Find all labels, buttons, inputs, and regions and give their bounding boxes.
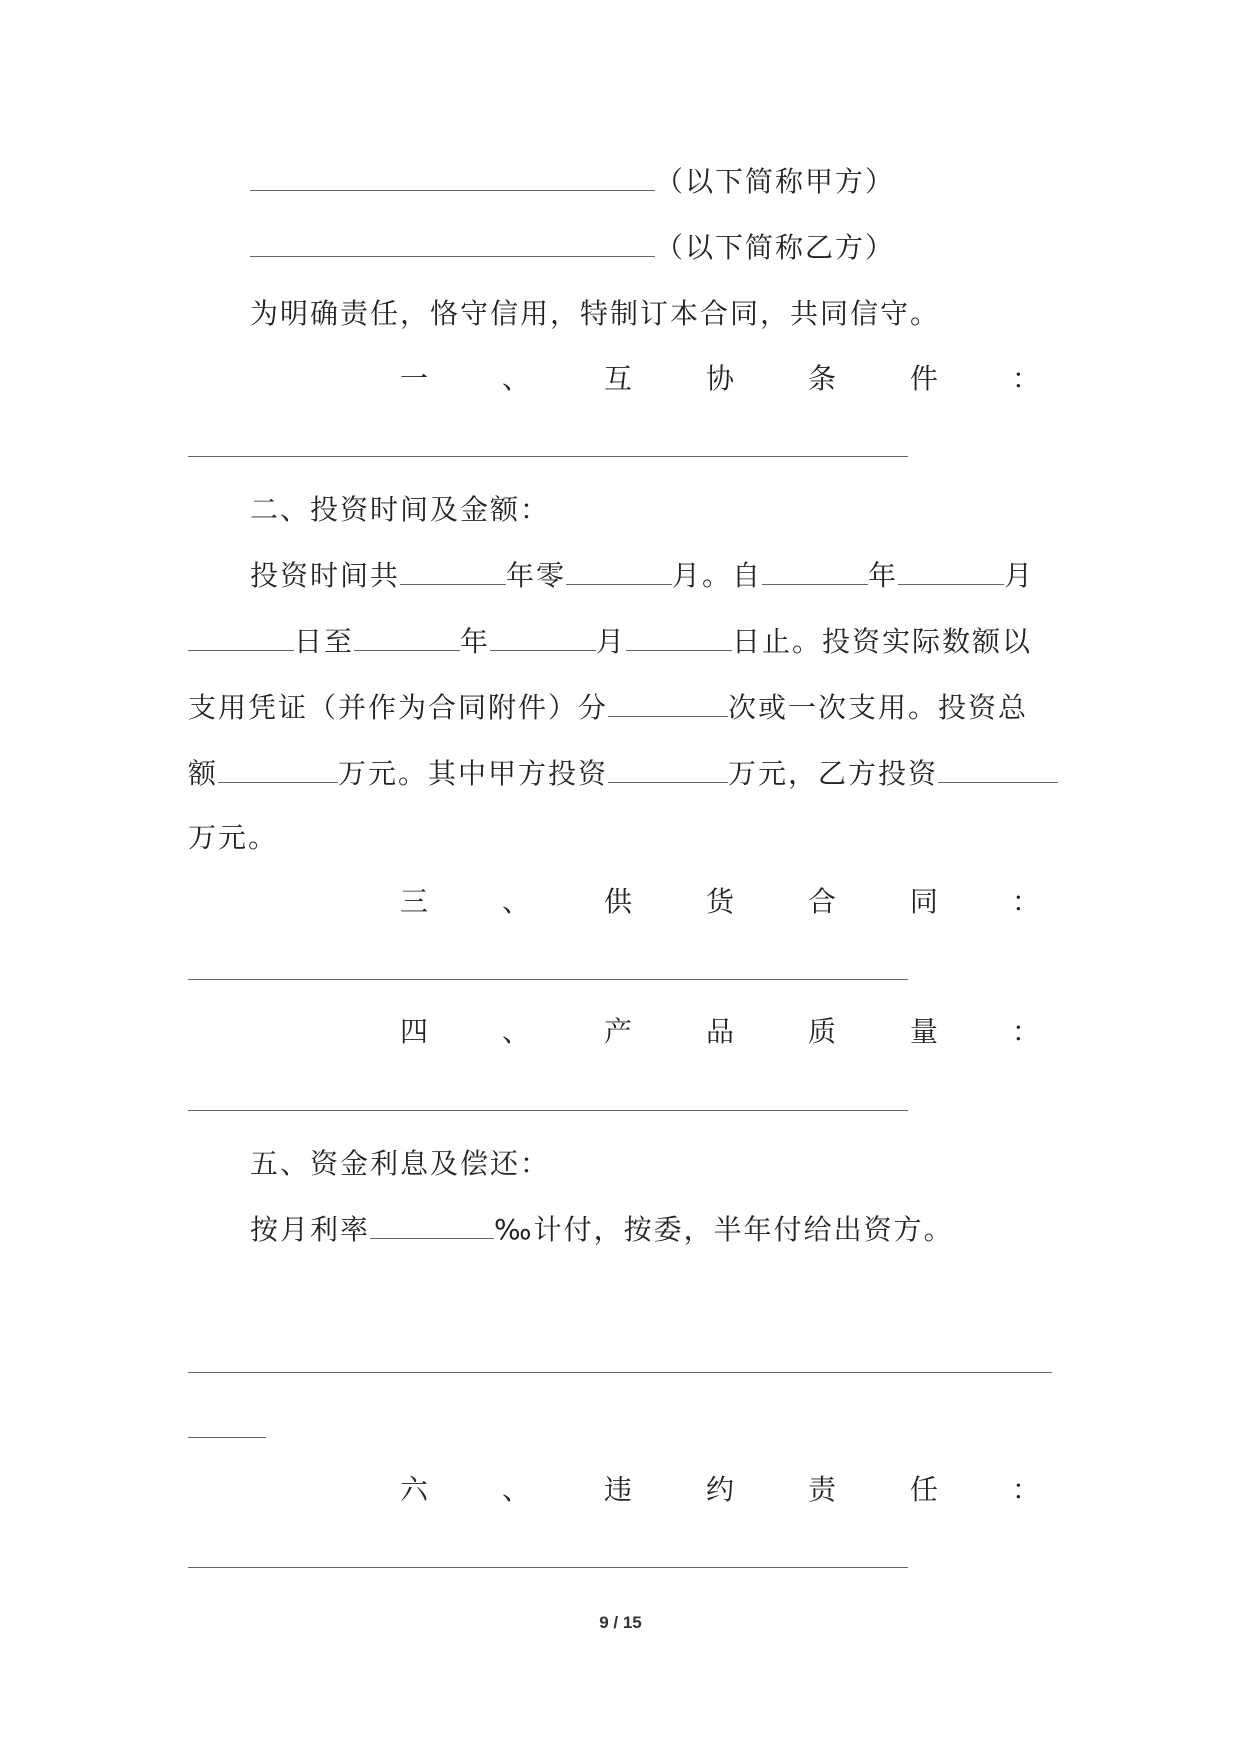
heading-char: 一 (400, 362, 429, 395)
start-year-blank[interactable] (762, 558, 868, 585)
heading-char: 产 (603, 1015, 632, 1048)
section-5-blank-line-2[interactable] (188, 1437, 266, 1438)
section-1-blank[interactable] (188, 456, 908, 457)
s2-text: 日至 (294, 625, 355, 658)
heading-char: 互 (603, 362, 632, 395)
years-blank[interactable] (400, 558, 506, 585)
start-month-blank[interactable] (898, 558, 1004, 585)
heading-char: 六 (400, 1473, 429, 1506)
party-b-suffix: （以下简称乙方） (655, 231, 896, 264)
s2-text: 月。自 (672, 559, 763, 592)
section-4-heading (400, 1012, 1040, 1052)
section-3-blank[interactable] (188, 979, 908, 980)
section-3-heading (400, 882, 1040, 922)
s2-text: 支用凭证（并作为合同附件）分 (188, 691, 609, 724)
heading-char: 合 (807, 885, 836, 918)
s2-line-3 (188, 688, 1028, 728)
heading-char: 条 (807, 362, 836, 395)
s2-text: 年 (460, 625, 491, 658)
s2-line-5: 万元。 (188, 821, 279, 854)
party-b-line (250, 228, 895, 268)
total-amount-blank[interactable] (218, 756, 338, 783)
party-a-suffix: （以下简称甲方） (655, 165, 896, 198)
section-6-heading (400, 1470, 1040, 1510)
heading-char: 四 (400, 1015, 429, 1048)
s2-text: 投资时间共 (250, 559, 401, 592)
interest-rate-blank[interactable] (370, 1212, 494, 1239)
heading-char: ： (1011, 362, 1040, 395)
s5-text: 按月利率 (250, 1213, 371, 1246)
heading-char: 、 (501, 1473, 530, 1506)
heading-char: 违 (603, 1473, 632, 1506)
heading-char: 件 (909, 362, 938, 395)
start-day-blank[interactable] (188, 624, 294, 651)
heading-char: 、 (501, 362, 530, 395)
heading-char: 品 (705, 1015, 734, 1048)
section-5-blank-line-1[interactable] (188, 1372, 1052, 1373)
section-5-title: 五、资金利息及偿还： (250, 1147, 551, 1180)
section-4-blank[interactable] (188, 1110, 908, 1111)
heading-char: ： (1011, 1015, 1040, 1048)
s2-text: 年 (868, 559, 899, 592)
end-month-blank[interactable] (490, 624, 596, 651)
heading-char: 货 (705, 885, 734, 918)
preamble: 为明确责任，恪守信用，特制订本合同，共同信守。 (250, 297, 941, 330)
heading-char: 、 (501, 1015, 530, 1048)
end-year-blank[interactable] (354, 624, 460, 651)
section-6-blank[interactable] (188, 1567, 908, 1568)
party-a-amount-blank[interactable] (608, 756, 728, 783)
heading-char: 三 (400, 885, 429, 918)
party-a-line (250, 162, 895, 202)
s2-line-1 (250, 556, 1034, 596)
installments-blank[interactable] (608, 690, 728, 717)
heading-char: 责 (807, 1473, 836, 1506)
heading-char: 量 (909, 1015, 938, 1048)
heading-char: 同 (909, 885, 938, 918)
months-blank[interactable] (566, 558, 672, 585)
end-day-blank[interactable] (626, 624, 732, 651)
party-a-blank[interactable] (250, 164, 655, 191)
s5-line-1 (250, 1210, 954, 1250)
section-2-title: 二、投资时间及金额： (250, 493, 551, 526)
heading-char: 质 (807, 1015, 836, 1048)
heading-char: ： (1011, 885, 1040, 918)
heading-char: 协 (705, 362, 734, 395)
s2-text: 万元，乙方投资 (728, 757, 939, 790)
s2-text: 月 (1004, 559, 1035, 592)
heading-char: 任 (909, 1473, 938, 1506)
s5-text: ‰计付，按委，半年付给出资方。 (494, 1213, 954, 1246)
page-number: 9 / 15 (599, 1613, 642, 1632)
party-b-amount-blank[interactable] (938, 756, 1058, 783)
heading-char: 、 (501, 885, 530, 918)
heading-char: 供 (603, 885, 632, 918)
s2-text: 年零 (506, 559, 567, 592)
section-1-heading (400, 359, 1040, 399)
s2-text: 万元。其中甲方投资 (338, 757, 609, 790)
s2-text: 额 (188, 757, 219, 790)
s2-text: 次或一次支用。投资总 (728, 691, 1029, 724)
heading-char: ： (1011, 1473, 1040, 1506)
s2-text: 日止。投资实际数额以 (732, 625, 1033, 658)
s2-text: 月 (596, 625, 627, 658)
s2-line-2 (188, 622, 1032, 662)
party-b-blank[interactable] (250, 230, 655, 257)
heading-char: 约 (705, 1473, 734, 1506)
s2-line-4 (188, 754, 1058, 794)
